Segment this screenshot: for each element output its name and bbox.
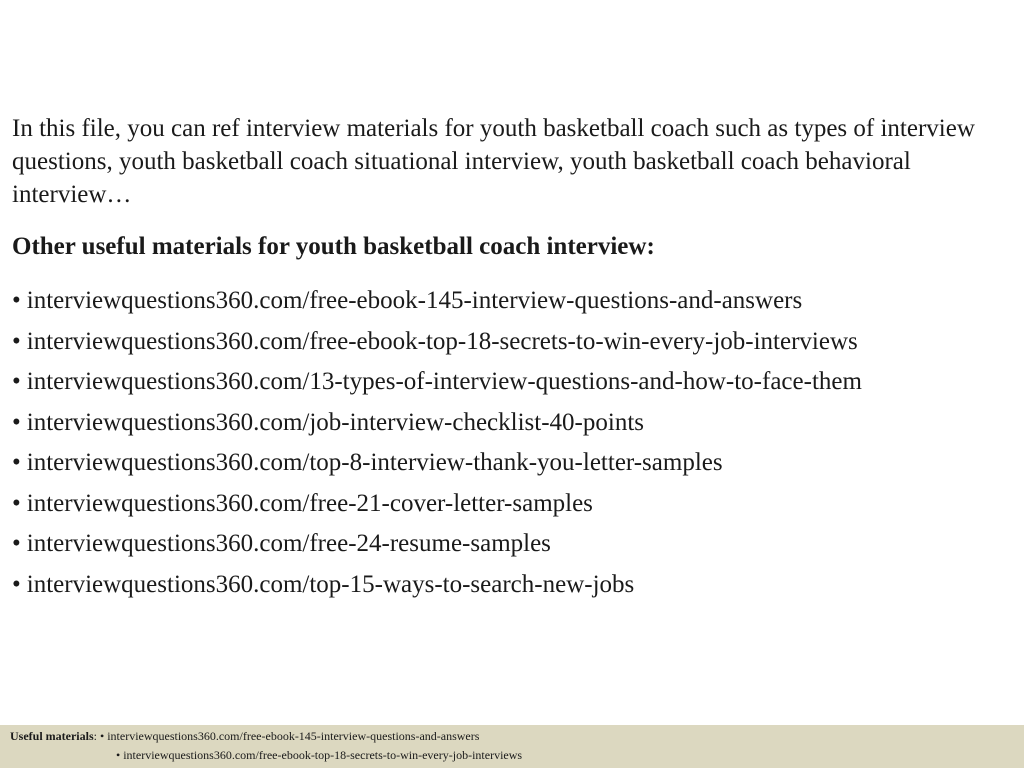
list-item[interactable] [12,362,1012,403]
footer-link[interactable]: • interviewquestions360.com/free-ebook-top-18-secrets-to-win-every-job-interviews [116,748,523,762]
footer-bar [0,725,1024,768]
intro-paragraph: In this file, you can ref interview materials for youth basketball coach such as types of interview questions, youth basketball coach situational interview, youth basketball coach behavioral interview… [12,115,975,208]
list-item[interactable] [12,565,1012,606]
list-item[interactable] [12,443,1012,484]
link-text[interactable]: interviewquestions360.com/top-15-ways-to-search-new-jobs [26,570,635,598]
bullet-icon: • [12,327,21,355]
link-text[interactable]: interviewquestions360.com/free-ebook-top-18-secrets-to-win-every-job-interviews [26,327,858,355]
footer-separator: : [93,729,100,743]
bullet-icon: • [12,530,21,557]
bullet-icon: • [12,408,21,436]
link-text[interactable]: interviewquestions360.com/top-8-interview-thank-you-letter-samples [26,449,723,476]
bullet-icon: • [12,570,21,598]
bullet-icon: • [12,449,21,476]
link-text[interactable]: interviewquestions360.com/free-21-cover-letter-samples [26,489,593,517]
bullet-icon: • [12,368,21,395]
link-text[interactable]: interviewquestions360.com/free-ebook-145-interview-questions-and-answers [26,287,803,314]
link-text[interactable]: interviewquestions360.com/job-interview-checklist-40-points [26,408,644,436]
slide-content [12,112,1012,605]
materials-heading: Other useful materials for youth basketball coach interview: [12,233,655,260]
footer-label: Useful materials [10,729,94,743]
link-text[interactable]: interviewquestions360.com/free-24-resume-samples [26,530,551,557]
bullet-icon: • [12,489,21,517]
links-list [12,281,1012,605]
list-item[interactable] [12,524,1012,565]
list-item[interactable] [12,484,1012,525]
footer-link[interactable]: • interviewquestions360.com/free-ebook-145-interview-questions-and-answers [100,729,480,743]
list-item[interactable] [12,281,1012,322]
list-item[interactable] [12,403,1012,444]
bullet-icon: • [12,287,21,314]
list-item[interactable] [12,322,1012,363]
footer-row-1 [10,729,479,744]
link-text[interactable]: interviewquestions360.com/13-types-of-interview-questions-and-how-to-face-them [26,368,862,395]
footer-row-2 [116,748,522,763]
